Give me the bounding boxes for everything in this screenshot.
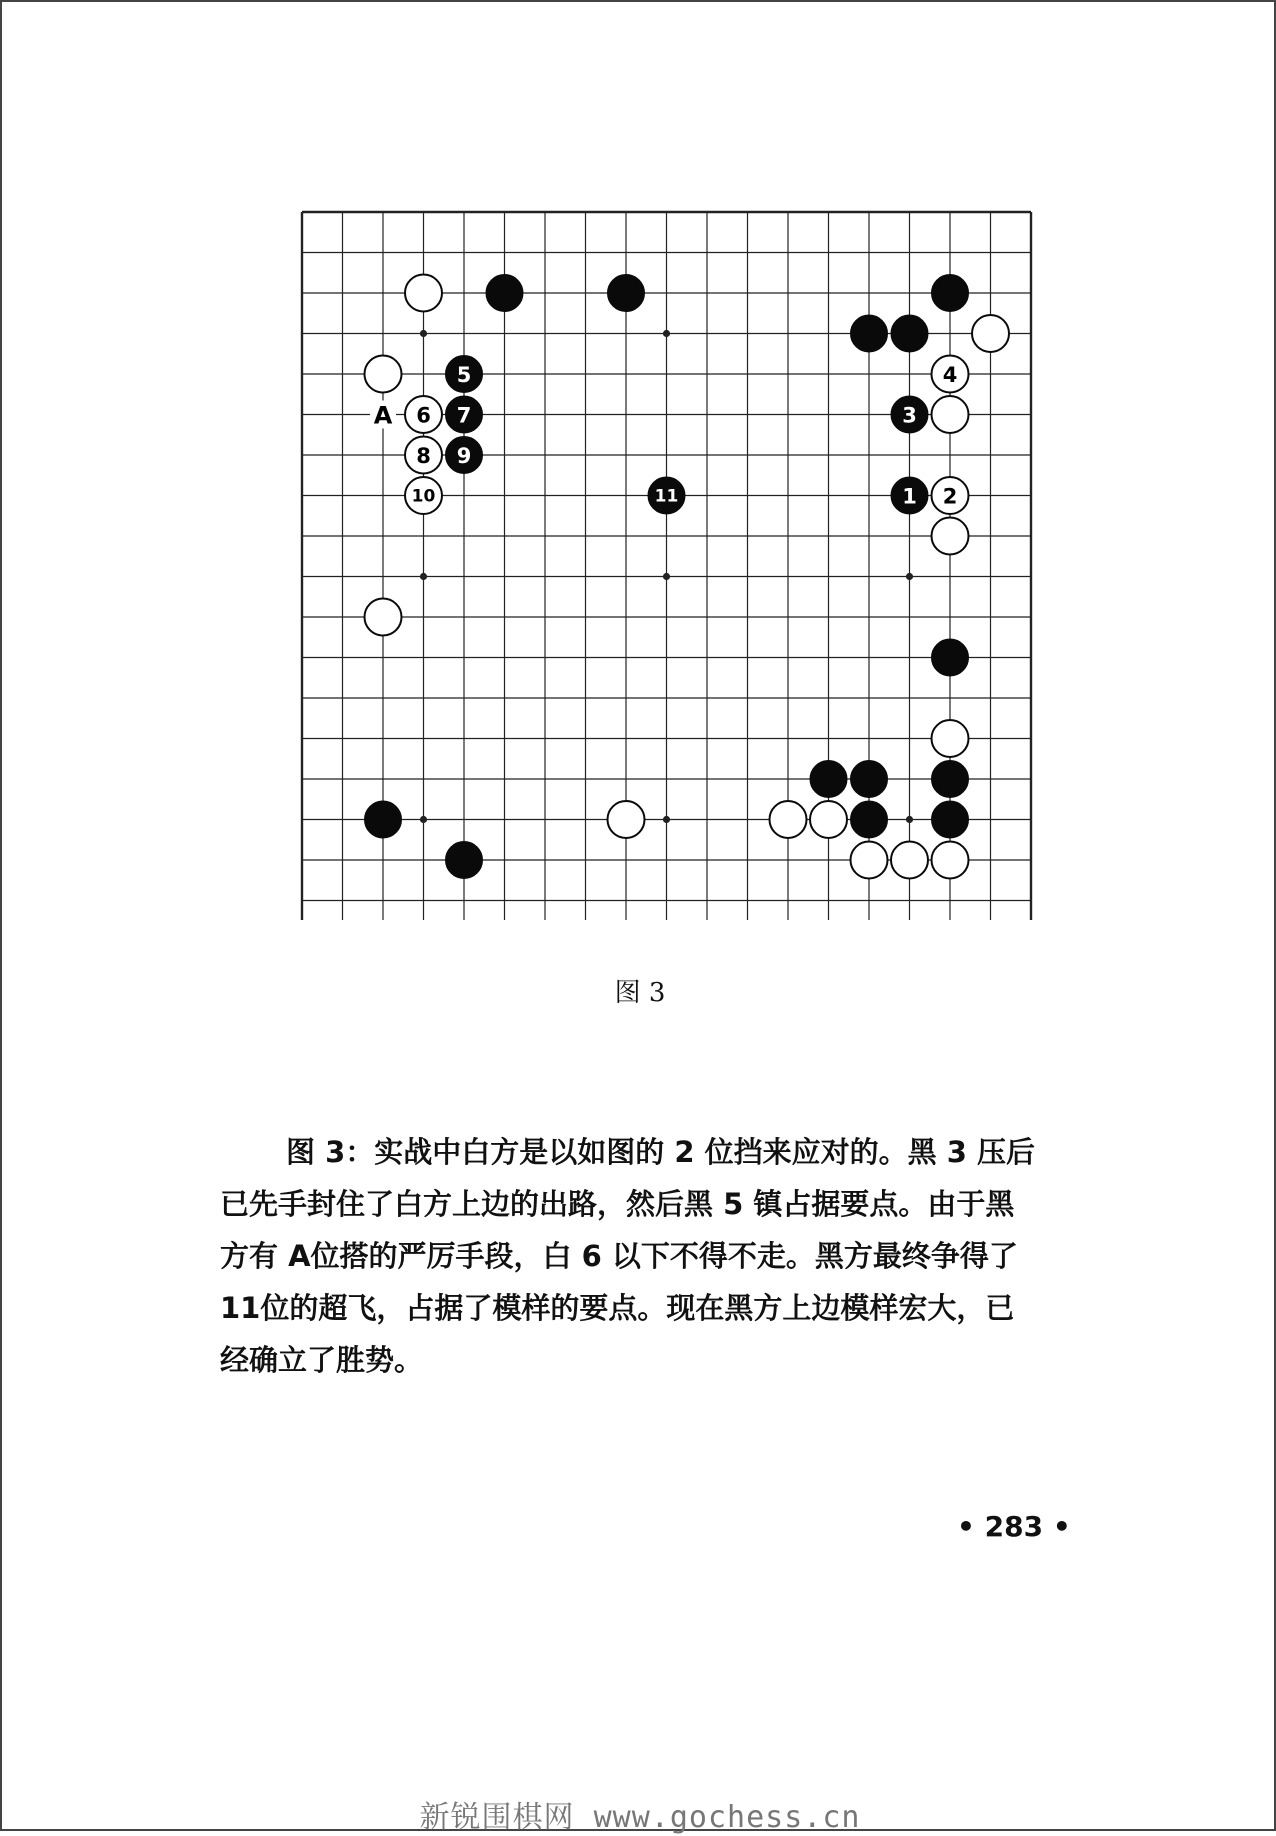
white-stone	[891, 842, 928, 879]
white-stone	[932, 396, 969, 433]
commentary-text	[220, 1126, 1130, 1386]
go-board-diagram	[300, 210, 1034, 920]
hoshi-point	[906, 816, 913, 823]
white-stone	[770, 801, 807, 838]
white-stone	[851, 842, 888, 879]
black-stone	[932, 801, 969, 838]
white-stone	[405, 275, 442, 312]
black-stone	[608, 275, 645, 312]
hoshi-point	[663, 330, 670, 337]
stone-move-number: 1	[902, 484, 917, 509]
board-marker-label: A	[373, 401, 393, 430]
black-stone	[810, 761, 847, 798]
white-stone	[810, 801, 847, 838]
stone-move-number: 8	[416, 444, 431, 468]
stone-move-number: 11	[654, 486, 679, 507]
black-stone	[932, 639, 969, 676]
white-stone	[932, 720, 969, 757]
hoshi-point	[420, 573, 427, 580]
black-stone	[891, 315, 928, 352]
white-stone	[608, 801, 645, 838]
black-stone	[851, 315, 888, 352]
hoshi-point	[420, 330, 427, 337]
figure-caption: 图 3	[614, 978, 666, 1008]
stone-move-number: 7	[456, 403, 472, 428]
stone-move-number: 10	[411, 486, 436, 507]
stone-move-number: 6	[416, 403, 431, 428]
black-stone	[486, 275, 523, 312]
hoshi-point	[663, 573, 670, 580]
watermark: 新锐围棋网 www.gochess.cn	[419, 1800, 861, 1835]
white-stone	[932, 518, 969, 555]
black-stone	[851, 761, 888, 798]
black-stone	[851, 801, 888, 838]
commentary-line: 方有 A位搭的严厉手段，白 6 以下不得不走。黑方最终争得了	[220, 1239, 1018, 1273]
commentary-line: 图 3：实战中白方是以如图的 2 位挡来应对的。黑 3 压后	[286, 1135, 1036, 1169]
black-stone	[446, 842, 483, 879]
page-number: • 283 •	[957, 1510, 1071, 1543]
white-stone	[365, 356, 402, 393]
stone-move-number: 5	[456, 363, 472, 387]
stone-move-number: 2	[942, 484, 958, 509]
black-stone	[932, 275, 969, 312]
white-stone	[365, 599, 402, 636]
go-board	[300, 210, 1034, 920]
hoshi-point	[906, 573, 913, 580]
commentary-line: 已先手封住了白方上边的出路，然后黑 5 镇占据要点。由于黑	[220, 1187, 1015, 1221]
white-stone	[932, 842, 969, 879]
stone-move-number: 9	[456, 444, 472, 468]
stone-move-number: 3	[902, 403, 917, 428]
black-stone	[365, 801, 402, 838]
black-stone	[932, 761, 969, 798]
hoshi-point	[420, 816, 427, 823]
stone-move-number: 4	[942, 363, 958, 387]
hoshi-point	[663, 816, 670, 823]
commentary-line: 经确立了胜势。	[220, 1343, 424, 1377]
white-stone	[972, 315, 1009, 352]
commentary-line: 11位的超飞，占据了模样的要点。现在黑方上边模样宏大，已	[220, 1291, 1015, 1325]
